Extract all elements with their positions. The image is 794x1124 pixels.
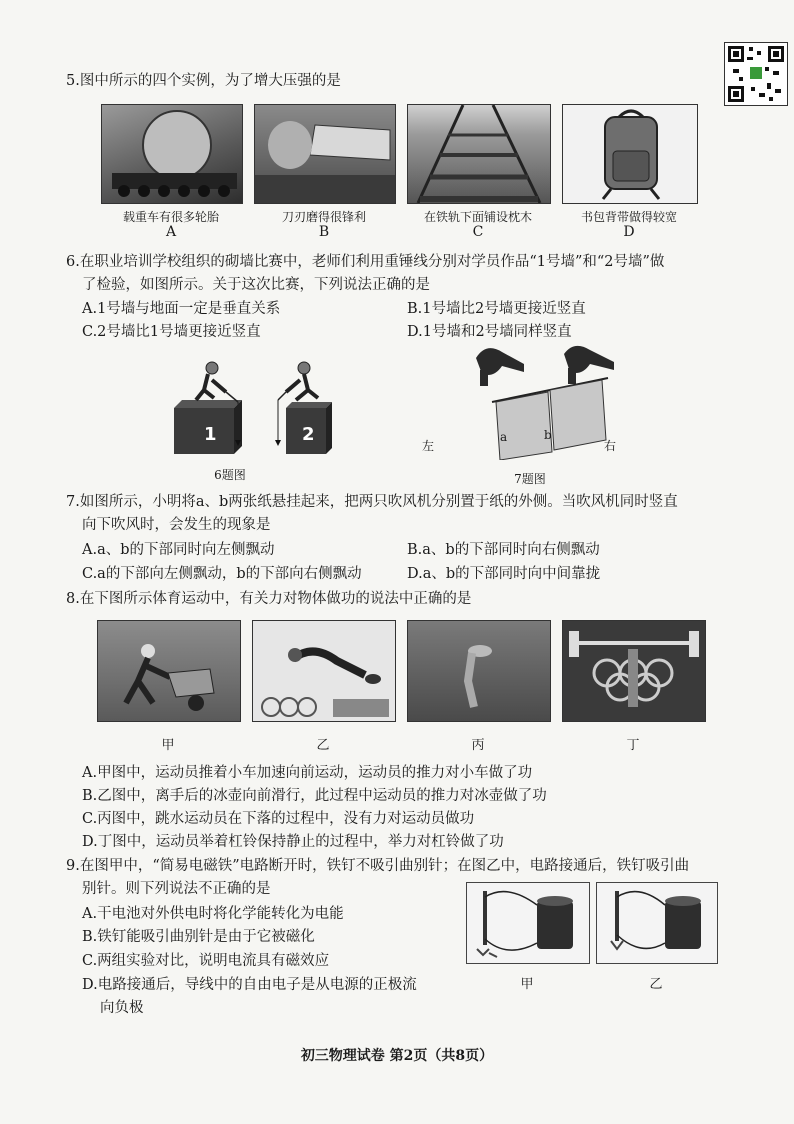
q8-image-bing bbox=[407, 620, 551, 722]
q5-caption-d: 书包背带做得较宽 bbox=[580, 210, 677, 224]
q7-option-c: C.a的下部向左侧飘动，b的下部向右侧飘动 bbox=[82, 566, 362, 582]
q8-image-jia bbox=[97, 620, 241, 722]
q5-letter-c: C bbox=[472, 224, 484, 240]
q5-image-b bbox=[254, 104, 396, 204]
q9-image-yi bbox=[596, 882, 718, 964]
q5-letter-d: D bbox=[623, 224, 635, 240]
q6-option-d: D.1号墙和2号墙同样竖直 bbox=[407, 324, 572, 340]
q9-image-jia bbox=[466, 882, 590, 964]
page-footer: 初三物理试卷 第2页（共8页） bbox=[300, 1048, 494, 1064]
q9-option-b: B.铁钉能吸引曲别针是由于它被磁化 bbox=[82, 929, 315, 945]
q5-stem: 5.图中所示的四个实例，为了增大压强的是 bbox=[66, 73, 341, 89]
q8-option-c: C.丙图中，跳水运动员在下落的过程中，没有力对运动员做功 bbox=[82, 811, 475, 827]
q5-caption-a: 载重车有很多轮胎 bbox=[122, 210, 219, 224]
q7-option-d: D.a、b的下部同时向中间靠拢 bbox=[407, 566, 601, 582]
q5-image-d bbox=[562, 104, 698, 204]
q7-stem-line1: 7.如图所示，小明将a、b两张纸悬挂起来，把两只吹风机分别置于纸的外侧。当吹风机同时竖直 bbox=[66, 494, 678, 510]
figure-7-left-label: 左 bbox=[421, 439, 434, 453]
q9-label-jia: 甲 bbox=[520, 977, 534, 992]
q8-label-bing: 丙 bbox=[471, 738, 485, 753]
figure-7-caption: 7题图 bbox=[514, 472, 546, 486]
paper-a-label: a bbox=[500, 430, 508, 444]
q8-image-yi bbox=[252, 620, 396, 722]
q6-option-b: B.1号墙比2号墙更接近竖直 bbox=[407, 301, 586, 317]
q9-option-a: A.干电池对外供电时将化学能转化为电能 bbox=[82, 906, 344, 922]
q5-image-a bbox=[101, 104, 243, 204]
q8-option-a: A.甲图中，运动员推着小车加速向前运动，运动员的推力对小车做了功 bbox=[82, 765, 533, 781]
q9-stem-line2: 别针。则下列说法不正确的是 bbox=[82, 881, 271, 897]
q9-stem-line1: 9.在图甲中，“简易电磁铁”电路断开时，铁钉不吸引曲别针；在图乙中，电路接通后，铁钉吸引曲 bbox=[66, 858, 690, 874]
q9-option-d-continued: 向负极 bbox=[100, 1000, 144, 1016]
q9-option-d: D.电路接通后，导线中的自由电子是从电源的正极流 bbox=[82, 977, 417, 993]
q7-stem-line2: 向下吹风时，会发生的现象是 bbox=[82, 517, 271, 533]
q9-label-yi: 乙 bbox=[649, 977, 663, 992]
q5-letter-a: A bbox=[165, 224, 177, 240]
figure-7-right-label: 右 bbox=[603, 439, 616, 453]
q8-option-b: B.乙图中，离手后的冰壶向前滑行，此过程中运动员的推力对冰壶做了功 bbox=[82, 788, 547, 804]
q6-option-c: C.2号墙比1号墙更接近竖直 bbox=[82, 324, 261, 340]
q7-option-b: B.a、b的下部同时向右侧飘动 bbox=[407, 542, 600, 558]
q6-stem-line2: 了检验，如图所示。关于这次比赛，下列说法正确的是 bbox=[82, 277, 430, 293]
q5-caption-b: 刀刃磨得很锋利 bbox=[281, 210, 366, 224]
qr-code bbox=[724, 42, 788, 106]
q8-option-d: D.丁图中，运动员举着杠铃保持静止的过程中，举力对杠铃做了功 bbox=[82, 834, 504, 850]
figure-6 bbox=[168, 358, 358, 458]
q6-stem-line1: 6.在职业培训学校组织的砌墙比赛中，老师们利用重锤线分别对学员作品“1号墙”和“2号墙”做 bbox=[66, 254, 665, 270]
q8-label-ding: 丁 bbox=[626, 738, 640, 753]
q8-stem: 8.在下图所示体育运动中，有关力对物体做功的说法中正确的是 bbox=[66, 591, 472, 607]
q5-letter-b: B bbox=[318, 224, 330, 240]
q8-image-ding bbox=[562, 620, 706, 722]
wall-1-label: 1 bbox=[204, 424, 217, 445]
q6-option-a: A.1号墙与地面一定是垂直关系 bbox=[82, 301, 281, 317]
q8-label-jia: 甲 bbox=[161, 738, 175, 753]
figure-6-caption: 6题图 bbox=[214, 468, 246, 482]
q5-image-c bbox=[407, 104, 551, 204]
paper-b-label: b bbox=[544, 428, 552, 442]
q7-option-a: A.a、b的下部同时向左侧飘动 bbox=[82, 542, 275, 558]
q8-label-yi: 乙 bbox=[316, 738, 330, 753]
q5-caption-c: 在铁轨下面铺设枕木 bbox=[423, 210, 532, 224]
wall-2-label: 2 bbox=[302, 424, 315, 445]
q9-option-c: C.两组实验对比，说明电流具有磁效应 bbox=[82, 953, 330, 969]
